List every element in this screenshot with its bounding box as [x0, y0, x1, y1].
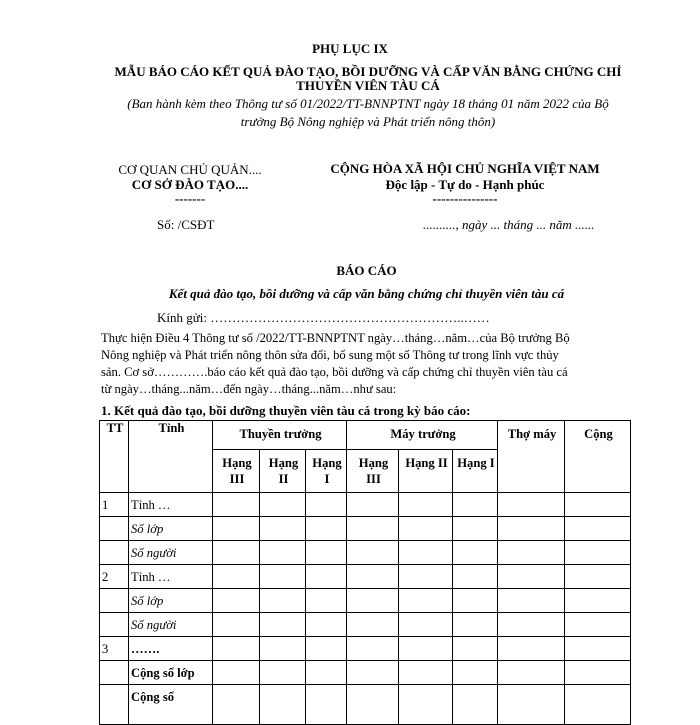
- row-value-cell: [498, 517, 565, 541]
- row-value-cell: [260, 685, 306, 725]
- row-label: Số người: [129, 613, 213, 637]
- header-province: Tỉnh: [129, 421, 213, 493]
- row-value-cell: [213, 637, 260, 661]
- row-value-cell: [565, 565, 631, 589]
- row-value-cell: [453, 541, 498, 565]
- row-value-cell: [213, 565, 260, 589]
- paragraph-line2: Nông nghiệp và Phát triển nông thôn sửa đổi, bổ sung một số Thông tư trong lĩnh vực thủy: [101, 348, 559, 362]
- row-value-cell: [565, 541, 631, 565]
- row-value-cell: [347, 613, 399, 637]
- training-facility: CƠ SỞ ĐÀO TẠO....: [131, 177, 249, 192]
- results-table-body: [100, 493, 631, 725]
- rank-word: Hạng: [358, 456, 389, 470]
- row-value-cell: [306, 589, 347, 613]
- paragraph-line1: Thực hiện Điều 4 Thông tư số /2022/TT-BNNPTNT ngày…tháng…năm…của Bộ trưởng Bộ: [101, 331, 570, 345]
- row-value-cell: [347, 565, 399, 589]
- row-tt: [100, 541, 129, 565]
- row-value-cell: [260, 637, 306, 661]
- row-value-cell: [498, 661, 565, 685]
- row-value-cell: [213, 661, 260, 685]
- row-value-cell: [453, 637, 498, 661]
- row-value-cell: [399, 541, 453, 565]
- document-date: .........., ngày ... tháng ... năm ......: [423, 217, 595, 232]
- row-value-cell: [565, 517, 631, 541]
- row-value-cell: [306, 637, 347, 661]
- row-value-cell: [213, 685, 260, 725]
- row-value-cell: [498, 589, 565, 613]
- row-label: Cộng số: [129, 685, 213, 725]
- row-value-cell: [453, 613, 498, 637]
- row-value-cell: [498, 637, 565, 661]
- row-tt: [100, 661, 129, 685]
- header-total: Cộng: [565, 421, 631, 493]
- row-value-cell: [498, 685, 565, 725]
- row-tt: [100, 613, 129, 637]
- row-value-cell: [399, 517, 453, 541]
- table-row: [100, 517, 631, 541]
- row-label: Số lớp: [129, 589, 213, 613]
- table-row: [100, 541, 631, 565]
- recipient-line: Kính gửi: …………………………………………………..……: [157, 310, 490, 325]
- document-number: Số: /CSĐT: [157, 217, 215, 232]
- rank-numeral: I: [324, 472, 330, 486]
- row-value-cell: [347, 493, 399, 517]
- row-value-cell: [306, 517, 347, 541]
- row-value-cell: [260, 541, 306, 565]
- rank-numeral: II: [278, 472, 289, 486]
- results-table: [99, 420, 631, 725]
- row-value-cell: [347, 661, 399, 685]
- table-row: [100, 661, 631, 685]
- row-tt: [100, 517, 129, 541]
- row-value-cell: [306, 493, 347, 517]
- header-tt: TT: [100, 421, 129, 493]
- national-title: CỘNG HÒA XÃ HỘI CHỦ NGHĨA VIỆT NAM: [330, 161, 600, 176]
- header-engineer-rank-i: Hạng I: [453, 450, 498, 493]
- row-value-cell: [399, 565, 453, 589]
- row-tt: [100, 589, 129, 613]
- row-value-cell: [347, 637, 399, 661]
- row-value-cell: [347, 541, 399, 565]
- row-value-cell: [306, 661, 347, 685]
- row-label: Số người: [129, 541, 213, 565]
- row-tt: [100, 685, 129, 725]
- row-value-cell: [213, 541, 260, 565]
- rank-word: Hạng: [268, 456, 299, 470]
- form-title-line2: THUYỀN VIÊN TÀU CÁ: [296, 78, 440, 93]
- table-row: [100, 685, 631, 725]
- header-captain-rank-ii: [260, 450, 306, 493]
- row-value-cell: [260, 493, 306, 517]
- row-value-cell: [399, 661, 453, 685]
- row-value-cell: [347, 685, 399, 725]
- row-value-cell: [306, 613, 347, 637]
- row-label: Tỉnh …: [129, 493, 213, 517]
- table-row: [100, 589, 631, 613]
- header-captain-rank-iii: [213, 450, 260, 493]
- row-value-cell: [498, 565, 565, 589]
- left-divider: -------: [174, 191, 206, 206]
- row-value-cell: [306, 685, 347, 725]
- row-value-cell: [453, 517, 498, 541]
- row-value-cell: [498, 613, 565, 637]
- row-label: …….: [129, 637, 213, 661]
- row-value-cell: [565, 589, 631, 613]
- row-tt: 3: [100, 637, 129, 661]
- row-value-cell: [453, 589, 498, 613]
- row-value-cell: [213, 613, 260, 637]
- row-label: Tỉnh …: [129, 565, 213, 589]
- national-motto: Độc lập - Tự do - Hạnh phúc: [385, 177, 545, 192]
- row-value-cell: [260, 589, 306, 613]
- row-tt: 2: [100, 565, 129, 589]
- row-value-cell: [565, 661, 631, 685]
- row-label: Số lớp: [129, 517, 213, 541]
- row-value-cell: [399, 613, 453, 637]
- paragraph-line3: sản. Cơ sở………….báo cáo kết quả đào tạo, bồi dưỡng và cấp chứng chỉ thuyền viên tàu cá: [101, 365, 568, 379]
- header-engineer-group: Máy trưởng: [347, 421, 498, 450]
- row-value-cell: [565, 637, 631, 661]
- table-row: [100, 565, 631, 589]
- row-value-cell: [306, 541, 347, 565]
- row-label: Cộng số lớp: [129, 661, 213, 685]
- header-engineer-rank-ii: Hạng II: [399, 450, 453, 493]
- row-value-cell: [565, 493, 631, 517]
- row-value-cell: [347, 517, 399, 541]
- row-value-cell: [498, 493, 565, 517]
- rank-numeral: III: [229, 472, 245, 486]
- row-value-cell: [260, 661, 306, 685]
- row-value-cell: [453, 565, 498, 589]
- rank-word: Hạng: [312, 456, 342, 470]
- section-1-heading: 1. Kết quả đào tạo, bồi dưỡng thuyền viên tàu cá trong kỳ báo cáo:: [101, 403, 471, 418]
- governing-agency: CƠ QUAN CHỦ QUẢN....: [118, 162, 262, 177]
- header-mechanic: Thợ máy: [498, 421, 565, 493]
- row-value-cell: [498, 541, 565, 565]
- row-value-cell: [260, 517, 306, 541]
- row-value-cell: [399, 589, 453, 613]
- row-value-cell: [399, 637, 453, 661]
- row-value-cell: [453, 685, 498, 725]
- header-captain-group: Thuyền trưởng: [213, 421, 347, 450]
- paragraph-line4: từ ngày…tháng...năm…đến ngày…tháng...năm…như sau:: [101, 382, 397, 396]
- row-value-cell: [260, 613, 306, 637]
- header-captain-rank-i: [306, 450, 347, 493]
- row-value-cell: [399, 685, 453, 725]
- report-title: BÁO CÁO: [336, 263, 397, 278]
- form-title-line1: MẪU BÁO CÁO KẾT QUẢ ĐÀO TẠO, BỒI DƯỠNG VÀ CẤP VĂN BẰNG CHỨNG CHỈ: [114, 64, 622, 79]
- row-value-cell: [565, 685, 631, 725]
- row-value-cell: [213, 589, 260, 613]
- row-value-cell: [213, 493, 260, 517]
- row-value-cell: [453, 661, 498, 685]
- right-divider: ---------------: [432, 191, 498, 206]
- appendix-label: PHỤ LỤC IX: [312, 41, 388, 56]
- table-row: [100, 637, 631, 661]
- row-value-cell: [565, 613, 631, 637]
- report-subtitle: Kết quả đào tạo, bồi dưỡng và cấp văn bằng chứng chỉ thuyền viên tàu cá: [168, 286, 565, 301]
- issued-note-line1: (Ban hành kèm theo Thông tư số 01/2022/TT-BNNPTNT ngày 18 tháng 01 năm 2022 của Bộ: [127, 96, 609, 111]
- issued-note-line2: trưởng Bộ Nông nghiệp và Phát triển nông thôn): [240, 114, 496, 129]
- table-row: [100, 493, 631, 517]
- table-row: [100, 613, 631, 637]
- rank-word: Hạng: [222, 456, 252, 470]
- rank-numeral: III: [366, 472, 381, 486]
- row-tt: 1: [100, 493, 129, 517]
- row-value-cell: [260, 565, 306, 589]
- row-value-cell: [306, 565, 347, 589]
- header-engineer-rank-iii: [347, 450, 399, 493]
- row-value-cell: [347, 589, 399, 613]
- row-value-cell: [213, 517, 260, 541]
- row-value-cell: [453, 493, 498, 517]
- row-value-cell: [399, 493, 453, 517]
